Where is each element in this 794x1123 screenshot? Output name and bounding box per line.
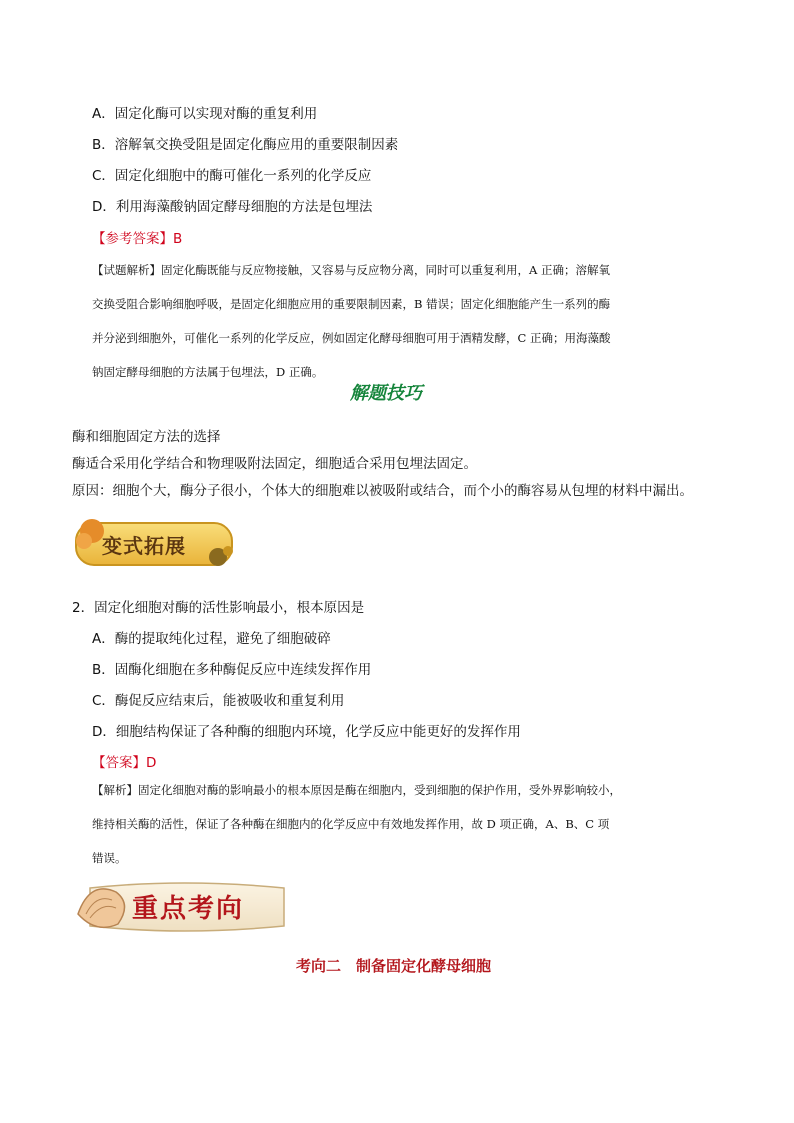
q2-answer-label: 【答案】	[92, 755, 146, 771]
q2-analysis-line: 【解析】固定化细胞对酶的影响最小的根本原因是酶在细胞内，受到细胞的保护作用，受外界影响较小，	[92, 783, 621, 797]
q1-analysis-line: 并分泌到细胞外，可催化一系列的化学反应，例如固定化酵母细胞可用于酒精发酵，C 正确；用海藻酸	[92, 331, 611, 345]
tip-line-3: 原因：细胞个大，酶分子很小，个体大的细胞难以被吸附或结合，而个小的酶容易从包埋的材料中漏出。	[72, 483, 693, 499]
q1-analysis-line: 交换受阻合影响细胞呼吸，是固定化细胞应用的重要限制因素，B 错误；固定化细胞能产生一系列的酶	[92, 297, 611, 311]
tip-line-2: 酶适合采用化学结合和物理吸附法固定，细胞适合采用包埋法固定。	[72, 456, 477, 472]
tip-title: 解题技巧	[350, 383, 422, 404]
q1-option-d: D．利用海藻酸钠固定酵母细胞的方法是包埋法	[92, 199, 373, 215]
section-title: 考向二 制备固定化酵母细胞	[296, 957, 492, 975]
q2-analysis	[92, 781, 722, 883]
tip-line-1: 酶和细胞固定方法的选择	[72, 429, 221, 445]
q2-option-c: C．酶促反应结束后，能被吸收和重复利用	[92, 693, 345, 709]
q2-option-d: D．细胞结构保证了各种酶的细胞内环境，化学反应中能更好的发挥作用	[92, 724, 521, 740]
banner-variant-extension-text: 变式拓展	[102, 534, 186, 558]
q1-option-a: A．固定化酶可以实现对酶的重复利用	[92, 106, 318, 122]
q1-answer-value: B	[173, 231, 183, 247]
q1-analysis-line: 【试题解析】固定化酶既能与反应物接触，又容易与反应物分离，同时可以重复利用，A 正确；溶解氧	[92, 263, 610, 277]
q2-analysis-line: 错误。	[92, 851, 127, 865]
banner-key-direction-text: 重点考向	[132, 894, 245, 924]
q1-answer	[92, 227, 182, 247]
banner-key-direction	[72, 874, 294, 938]
q1-analysis-line: 钠固定酵母细胞的方法属于包埋法，D 正确。	[92, 365, 324, 379]
q2-analysis-line: 维持相关酶的活性，保证了各种酶在细胞内的化学反应中有效地发挥作用，故 D 项正确，A、B、C 项	[92, 817, 610, 831]
q2-option-b: B．固酶化细胞在多种酶促反应中连续发挥作用	[92, 662, 372, 678]
q2-answer-value: D	[146, 755, 157, 771]
q1-option-b: B．溶解氧交换受阻是固定化酶应用的重要限制因素	[92, 137, 399, 153]
q1-option-c: C．固定化细胞中的酶可催化一系列的化学反应	[92, 168, 372, 184]
q2-answer	[92, 751, 156, 771]
q2-stem: 2．固定化细胞对酶的活性影响最小，根本原因是	[72, 600, 365, 616]
q2-option-a: A．酶的提取纯化过程，避免了细胞破碎	[92, 631, 331, 647]
q1-analysis	[92, 261, 722, 397]
banner-variant-extension	[70, 513, 240, 573]
q1-answer-label: 【参考答案】	[92, 231, 173, 247]
